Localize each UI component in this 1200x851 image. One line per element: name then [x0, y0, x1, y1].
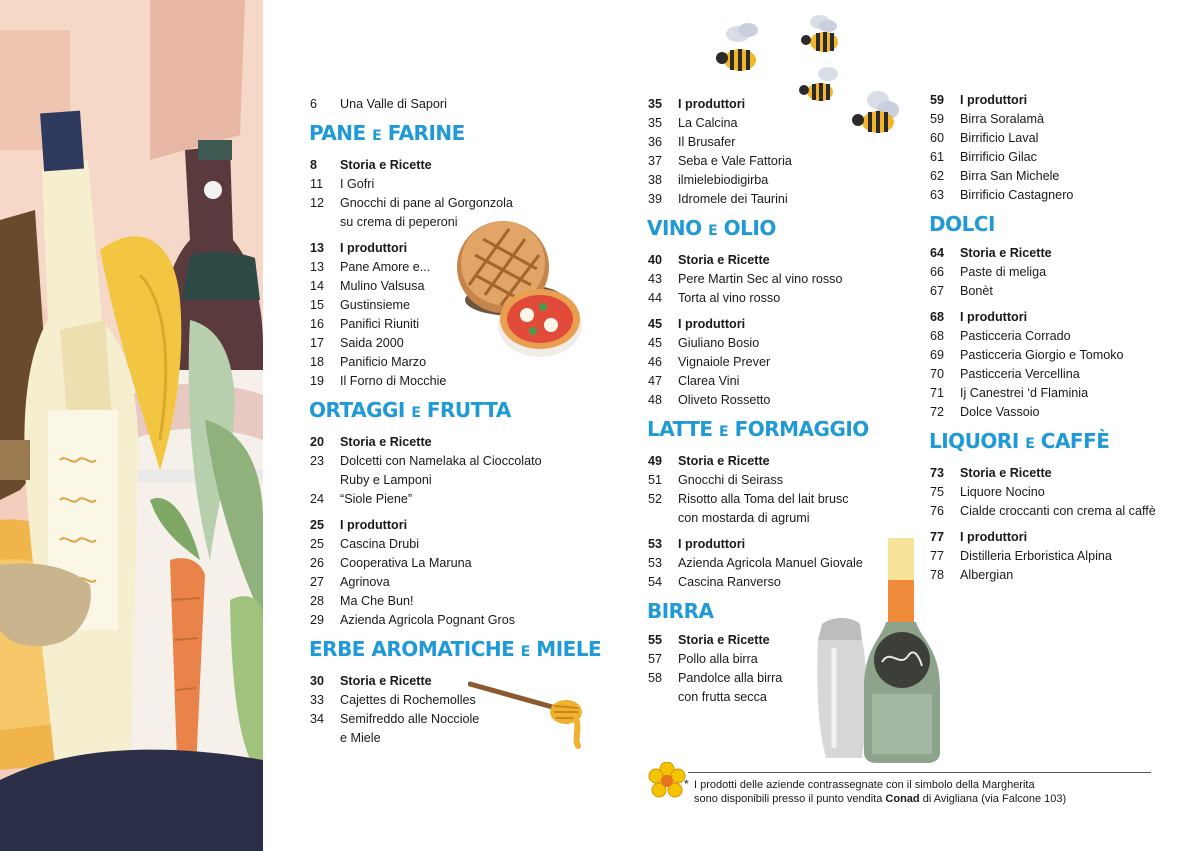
page-number: 45: [648, 317, 663, 331]
section-heading-part: E: [719, 424, 729, 440]
page-number: 14: [310, 279, 325, 293]
page-number: 61: [930, 150, 945, 164]
toc-entry: [310, 334, 575, 353]
toc-entry: [310, 573, 575, 592]
toc-entry: [930, 129, 1195, 148]
page-number: 35: [648, 97, 663, 111]
entry-title: Storia e Ricette: [340, 158, 432, 172]
section-heading-part: E: [708, 223, 718, 239]
footnote-text: [684, 777, 1067, 806]
page-number: 52: [648, 492, 663, 506]
toc-entry: [310, 95, 575, 114]
entry-title: Distilleria Erboristica Alpina: [960, 549, 1112, 563]
entry-title: e Miele: [340, 731, 381, 745]
toc-column-1: [309, 95, 602, 748]
page-number: 70: [930, 367, 945, 381]
page-number: 48: [648, 393, 663, 407]
toc-entry: [648, 573, 923, 592]
entry-title: Saida 2000: [340, 336, 404, 350]
page-number: 27: [310, 575, 325, 589]
footnote-line-2-pre: sono disponibili presso il punto vendita: [694, 793, 886, 805]
entry-title: I produttori: [678, 317, 746, 331]
entry-title: Birra Soralamà: [960, 112, 1044, 126]
page-number: 8: [310, 158, 318, 172]
section-heading-part: MIELE: [529, 637, 602, 661]
entry-title: Una Valle di Sapori: [340, 97, 447, 111]
entry-title: Azienda Agricola Manuel Giovale: [678, 556, 863, 570]
toc-entry: [930, 110, 1195, 129]
page-number: 59: [930, 112, 945, 126]
section-heading: [647, 600, 923, 622]
entry-title: I Gofri: [340, 177, 375, 191]
section-heading-part: ORTAGGI: [309, 398, 412, 422]
toc-entry: [648, 471, 923, 490]
toc-entry: [648, 152, 923, 171]
entry-title: Agrinova: [340, 575, 390, 589]
page-number: 53: [648, 537, 663, 551]
entry-title: Oliveto Rossetto: [678, 393, 771, 407]
toc-intro: [310, 95, 575, 114]
entry-title: Pollo alla birra: [678, 652, 758, 666]
page-number: 72: [930, 405, 945, 419]
entry-title: Gustinsieme: [340, 298, 410, 312]
toc-entry: [310, 315, 575, 334]
entry-title: Torta al vino rosso: [678, 291, 781, 305]
section-heading-part: PANE: [309, 121, 373, 145]
section-heading: [647, 217, 923, 242]
entry-title: Risotto alla Toma del lait brusc: [678, 492, 849, 506]
entry-title: Birrificio Castagnero: [960, 188, 1074, 202]
toc-entry: [930, 186, 1195, 205]
page-number: 45: [648, 336, 663, 350]
page-number: 20: [310, 435, 325, 449]
page-number: 19: [310, 374, 325, 388]
section-heading-part: FARINE: [381, 121, 465, 145]
group-gap: [930, 301, 1195, 308]
page-number: 36: [648, 135, 663, 149]
toc-entry: [310, 471, 575, 490]
section-heading-part: FORMAGGIO: [728, 417, 869, 441]
page-number: 16: [310, 317, 325, 331]
page-number: [310, 471, 340, 490]
page-number: 77: [930, 549, 945, 563]
entry-title: La Calcina: [678, 116, 738, 130]
section-heading-part: DOLCI: [929, 212, 995, 236]
page-number: [310, 213, 340, 232]
section-heading: [309, 122, 575, 147]
entry-title: Idromele dei Taurini: [678, 192, 788, 206]
page-number: 51: [648, 473, 663, 487]
section-heading-part: E: [411, 405, 421, 421]
toc-entry: [648, 391, 923, 410]
entry-title: Bonèt: [960, 284, 993, 298]
page-number: 37: [648, 154, 663, 168]
toc-group-header: [930, 244, 1195, 263]
toc-group-header: [930, 464, 1195, 483]
page-number: 29: [310, 613, 325, 627]
entry-title: Gnocchi di Seirass: [678, 473, 783, 487]
entry-title: Il Brusafer: [678, 135, 736, 149]
toc-entry: [310, 611, 575, 630]
section-heading-part: CAFFÈ: [1034, 429, 1110, 453]
entry-title: con frutta secca: [678, 690, 767, 704]
toc-entry: [648, 372, 923, 391]
toc-group-header: [930, 528, 1195, 547]
toc-entry: [648, 353, 923, 372]
page-number: 6: [310, 97, 318, 111]
toc-section-ortaggi-frutta: [310, 399, 575, 630]
section-heading: [309, 637, 602, 663]
toc-entry: [930, 483, 1195, 502]
toc-section-dolci: [930, 213, 1195, 422]
entry-title: I produttori: [678, 97, 746, 111]
entry-title: Storia e Ricette: [960, 246, 1052, 260]
entry-title: Cialde croccanti con crema al caffè: [960, 504, 1156, 518]
toc-entry: [648, 688, 923, 707]
page-number: [648, 688, 678, 707]
section-heading: [929, 213, 1195, 235]
toc-group-header: [648, 251, 923, 270]
toc-column-2: [648, 95, 923, 707]
toc-entry: [930, 502, 1195, 521]
toc-entry: [310, 296, 575, 315]
section-heading-part: E: [1025, 436, 1035, 452]
toc-entry: [930, 327, 1195, 346]
toc-group-header: [648, 452, 923, 471]
toc-section-latte-formaggio: [648, 418, 923, 592]
page-number: [310, 729, 340, 748]
toc-entry: [310, 194, 575, 213]
toc-entry: [310, 175, 575, 194]
footnote-asterisk: *: [684, 777, 689, 791]
page-number: 47: [648, 374, 663, 388]
page-number: 63: [930, 188, 945, 202]
page-number: 24: [310, 492, 325, 506]
toc-entry: [930, 384, 1195, 403]
toc-entry: [930, 148, 1195, 167]
page-number: 25: [310, 518, 325, 532]
page-number: 49: [648, 454, 663, 468]
toc-entry: [310, 490, 575, 509]
section-heading-part: LIQUORI: [929, 429, 1026, 453]
toc-entry: [648, 133, 923, 152]
toc-entry: [310, 710, 575, 729]
entry-title: Cascina Drubi: [340, 537, 420, 551]
page-number: 25: [310, 537, 325, 551]
footnote-line-2: [694, 792, 1066, 806]
page-number: 18: [310, 355, 325, 369]
group-gap: [648, 528, 923, 535]
section-heading: [309, 399, 575, 424]
page-number: 43: [648, 272, 663, 286]
toc-group-header: [310, 672, 575, 691]
footnote-store-name: Conad: [885, 793, 920, 805]
section-heading-part: ERBE AROMATICHE: [309, 637, 521, 661]
toc-entry: [648, 490, 923, 509]
entry-title: Pasticceria Corrado: [960, 329, 1071, 343]
section-heading: [647, 418, 923, 443]
toc-entry: [310, 729, 575, 748]
toc-entry: [930, 403, 1195, 422]
cover-illustration: [0, 0, 263, 851]
page-number: 13: [310, 241, 325, 255]
toc-erbe-miele-produttori: [648, 95, 923, 209]
entry-title: Paste di meliga: [960, 265, 1047, 279]
toc-section-vino-olio: [648, 217, 923, 410]
page-number: 53: [648, 556, 663, 570]
toc-entry: [648, 190, 923, 209]
toc-entry: [648, 289, 923, 308]
page-number: 35: [648, 116, 663, 130]
footnote-line-2-post: di Avigliana (via Falcone 103): [919, 793, 1067, 805]
entry-title: “Siole Piene”: [340, 492, 413, 506]
entry-title: I produttori: [340, 518, 408, 532]
entry-title: Storia e Ricette: [340, 435, 432, 449]
page-number: 30: [310, 674, 325, 688]
entry-title: Clarea Vini: [678, 374, 740, 388]
toc-group-header: [930, 91, 1195, 110]
toc-group-header: [310, 239, 575, 258]
page-number: 23: [310, 454, 325, 468]
toc-entry: [930, 263, 1195, 282]
page-number: 28: [310, 594, 325, 608]
page-number: 67: [930, 284, 945, 298]
entry-title: Birrificio Laval: [960, 131, 1039, 145]
section-heading-part: BIRRA: [647, 599, 714, 623]
toc-section-liquori-caffe: [930, 430, 1195, 585]
toc-entry: [310, 535, 575, 554]
entry-title: Pere Martin Sec al vino rosso: [678, 272, 843, 286]
entry-title: Semifreddo alle Nocciole: [340, 712, 480, 726]
entry-title: Ruby e Lamponi: [340, 473, 432, 487]
toc-group-header: [930, 308, 1195, 327]
toc-section-birra: [648, 600, 923, 707]
page-number: 33: [310, 693, 325, 707]
entry-title: Vignaiole Prever: [678, 355, 771, 369]
entry-title: Dolce Vassoio: [960, 405, 1040, 419]
toc-section-erbe-miele: [309, 637, 602, 748]
footnote-rule: [688, 772, 1151, 773]
page-number: 78: [930, 568, 945, 582]
page-number: 58: [648, 671, 663, 685]
entry-title: su crema di peperoni: [340, 215, 458, 229]
entry-title: I produttori: [960, 530, 1028, 544]
toc-entry: [648, 114, 923, 133]
toc-entry: [310, 691, 575, 710]
entry-title: Birra San Michele: [960, 169, 1060, 183]
page-number: 77: [930, 530, 945, 544]
page-number: 73: [930, 466, 945, 480]
entry-title: Storia e Ricette: [340, 674, 432, 688]
toc-column-3: [930, 91, 1195, 585]
page-number: 64: [930, 246, 945, 260]
page-number: 68: [930, 329, 945, 343]
entry-title: I produttori: [340, 241, 408, 255]
toc-entry: [930, 167, 1195, 186]
page-number: 40: [648, 253, 663, 267]
page-number: 76: [930, 504, 945, 518]
toc-group-header: [648, 95, 923, 114]
entry-title: Cajettes di Rochemolles: [340, 693, 476, 707]
toc-entry: [930, 346, 1195, 365]
toc-entry: [648, 650, 923, 669]
entry-title: Liquore Nocino: [960, 485, 1045, 499]
toc-entry: [930, 547, 1195, 566]
page-number: 66: [930, 265, 945, 279]
entry-title: Storia e Ricette: [678, 633, 770, 647]
toc-entry: [310, 452, 575, 471]
page-number: 12: [310, 196, 325, 210]
page-number: 38: [648, 173, 663, 187]
group-gap: [310, 232, 575, 239]
entry-title: Cooperativa La Maruna: [340, 556, 472, 570]
entry-title: Birrificio Gilac: [960, 150, 1037, 164]
entry-title: Seba e Vale Fattoria: [678, 154, 792, 168]
toc-entry: [930, 566, 1195, 585]
page-number: 68: [930, 310, 945, 324]
daisy-icon: [648, 762, 686, 800]
section-heading-part: VINO: [647, 216, 709, 240]
section-heading-part: E: [520, 644, 530, 660]
entry-title: Il Forno di Mocchie: [340, 374, 447, 388]
entry-title: I produttori: [960, 310, 1028, 324]
page-number: 26: [310, 556, 325, 570]
toc-entry: [648, 171, 923, 190]
entry-title: Giuliano Bosio: [678, 336, 760, 350]
toc-entry: [310, 277, 575, 296]
entry-title: ilmielebiodigirba: [678, 173, 769, 187]
toc-entry: [310, 592, 575, 611]
page-number: 15: [310, 298, 325, 312]
page-number: [648, 509, 678, 528]
page-number: 34: [310, 712, 325, 726]
page-number: 60: [930, 131, 945, 145]
group-gap: [310, 509, 575, 516]
toc-group-header: [310, 433, 575, 452]
entry-title: I produttori: [960, 93, 1028, 107]
entry-title: Panificio Marzo: [340, 355, 427, 369]
page-number: 71: [930, 386, 945, 400]
toc-entry: [648, 509, 923, 528]
section-heading-part: FRUTTA: [420, 398, 511, 422]
toc-entry: [648, 554, 923, 573]
entry-title: con mostarda di agrumi: [678, 511, 810, 525]
toc-entry: [648, 270, 923, 289]
toc-entry: [930, 282, 1195, 301]
toc-group-header: [310, 516, 575, 535]
toc-section-pane-farine: [310, 122, 575, 391]
entry-title: Panifici Riuniti: [340, 317, 420, 331]
toc-group-header: [648, 631, 923, 650]
entry-title: Azienda Agricola Pognant Gros: [340, 613, 516, 627]
toc-entry: [310, 213, 575, 232]
section-heading-part: OLIO: [717, 216, 776, 240]
toc-entry: [930, 365, 1195, 384]
group-gap: [930, 521, 1195, 528]
entry-title: Cascina Ranverso: [678, 575, 781, 589]
page-number: 59: [930, 93, 945, 107]
toc-entry: [310, 353, 575, 372]
toc-group-header: [648, 315, 923, 334]
entry-title: Dolcetti con Namelaka al Cioccolato: [340, 454, 542, 468]
section-heading: [929, 430, 1195, 455]
entry-title: Gnocchi di pane al Gorgonzola: [340, 196, 513, 210]
section-heading-part: E: [372, 128, 382, 144]
page-number: 46: [648, 355, 663, 369]
page-number: 62: [930, 169, 945, 183]
toc-birra-produttori: [930, 91, 1195, 205]
group-gap: [648, 308, 923, 315]
entry-title: Mulino Valsusa: [340, 279, 425, 293]
page-number: 69: [930, 348, 945, 362]
page-number: 44: [648, 291, 663, 305]
entry-title: Pasticceria Vercellina: [960, 367, 1080, 381]
page-number: 11: [310, 177, 324, 191]
entry-title: Ij Canestrei ‘d Flaminia: [960, 386, 1089, 400]
entry-title: Ma Che Bun!: [340, 594, 414, 608]
page-number: 39: [648, 192, 663, 206]
toc-entry: [648, 334, 923, 353]
toc-entry: [310, 372, 575, 391]
entry-title: Storia e Ricette: [960, 466, 1052, 480]
toc-group-header: [310, 156, 575, 175]
page-number: 75: [930, 485, 945, 499]
toc-entry: [310, 554, 575, 573]
page-number: 13: [310, 260, 325, 274]
entry-title: Pandolce alla birra: [678, 671, 783, 685]
page-number: 17: [310, 336, 325, 350]
entry-title: Albergian: [960, 568, 1014, 582]
toc-group-header: [648, 535, 923, 554]
footnote-line-1: I prodotti delle aziende contrassegnate con il simbolo della Margherita: [694, 779, 1035, 791]
page-number: 57: [648, 652, 663, 666]
entry-title: Pane Amore e...: [340, 260, 431, 274]
entry-title: Storia e Ricette: [678, 454, 770, 468]
page-number: 54: [648, 575, 663, 589]
toc-entry: [648, 669, 923, 688]
toc-entry: [310, 258, 575, 277]
entry-title: Storia e Ricette: [678, 253, 770, 267]
entry-title: Pasticceria Giorgio e Tomoko: [960, 348, 1124, 362]
entry-title: I produttori: [678, 537, 746, 551]
section-heading-part: LATTE: [647, 417, 720, 441]
page-number: 55: [648, 633, 663, 647]
